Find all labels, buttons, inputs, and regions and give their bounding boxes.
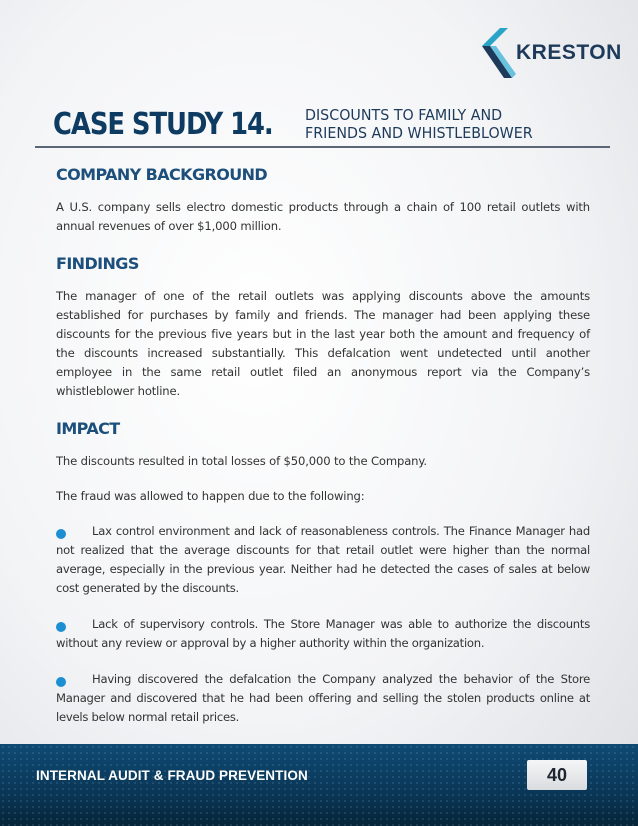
list-item [56,522,590,598]
list-item [56,670,590,727]
impact-intro-text: The fraud was allowed to happen due to the following: [56,489,365,503]
kreston-logo [478,24,622,80]
page-footer [0,744,638,826]
subtitle-line-2: FRIENDS AND WHISTLEBLOWER [305,124,533,142]
page-number: 40 [546,764,568,785]
list-item [56,615,590,653]
page-title: CASE STUDY 14. [53,107,273,142]
title-divider [35,146,610,148]
impact-losses-text: The discounts resulted in total losses of $50,000 to the Company. [56,454,427,468]
bullet-dot-icon [56,622,66,632]
page-number-box [527,760,587,790]
case-study-header [35,103,610,147]
page-subtitle [305,106,533,142]
bullet-dot-icon [56,529,66,539]
bullet-text: Having discovered the defalcation the Company analyzed the behavior of the Store Manager and discovered that he had been offering and selling the stolen products online at levels below normal retail prices. [56,672,590,724]
bullet-text: Lack of supervisory controls. The Store Manager was able to authorize the discounts without any review or approval by a higher authority within the organization. [56,617,590,650]
company-background-text: A U.S. company sells electro domestic products through a chain of 100 retail outlets with annual revenues of over $1,000 million. [56,200,590,233]
section-heading-impact: IMPACT [56,419,120,438]
findings-text: The manager of one of the retail outlets was applying discounts above the amounts established for purchases by family and friends. The manager had been applying these discounts for the previous five years but in the last year both the amount and frequency of the discounts increased substantially. This defalcation went undetected until another employee in the same retail outlet filed an anonymous report via the Company’s whistleblower hotline. [56,289,590,398]
logo-text: KRESTON [516,41,622,64]
main-content [56,165,590,744]
impact-bullet-list [56,522,590,727]
section-heading-company-background: COMPANY BACKGROUND [56,165,268,184]
bullet-text: Lax control environment and lack of reasonableness controls. The Finance Manager had not realized that the average discounts for that retail outlet were higher than the normal average, especially in the previous year. Neither had he detected the cases of sales at below cost generated by the discounts. [56,524,590,595]
subtitle-line-1: DISCOUNTS TO FAMILY AND [305,106,503,124]
section-heading-findings: FINDINGS [56,254,139,273]
bullet-dot-icon [56,677,66,687]
footer-label: INTERNAL AUDIT & FRAUD PREVENTION [36,768,308,783]
